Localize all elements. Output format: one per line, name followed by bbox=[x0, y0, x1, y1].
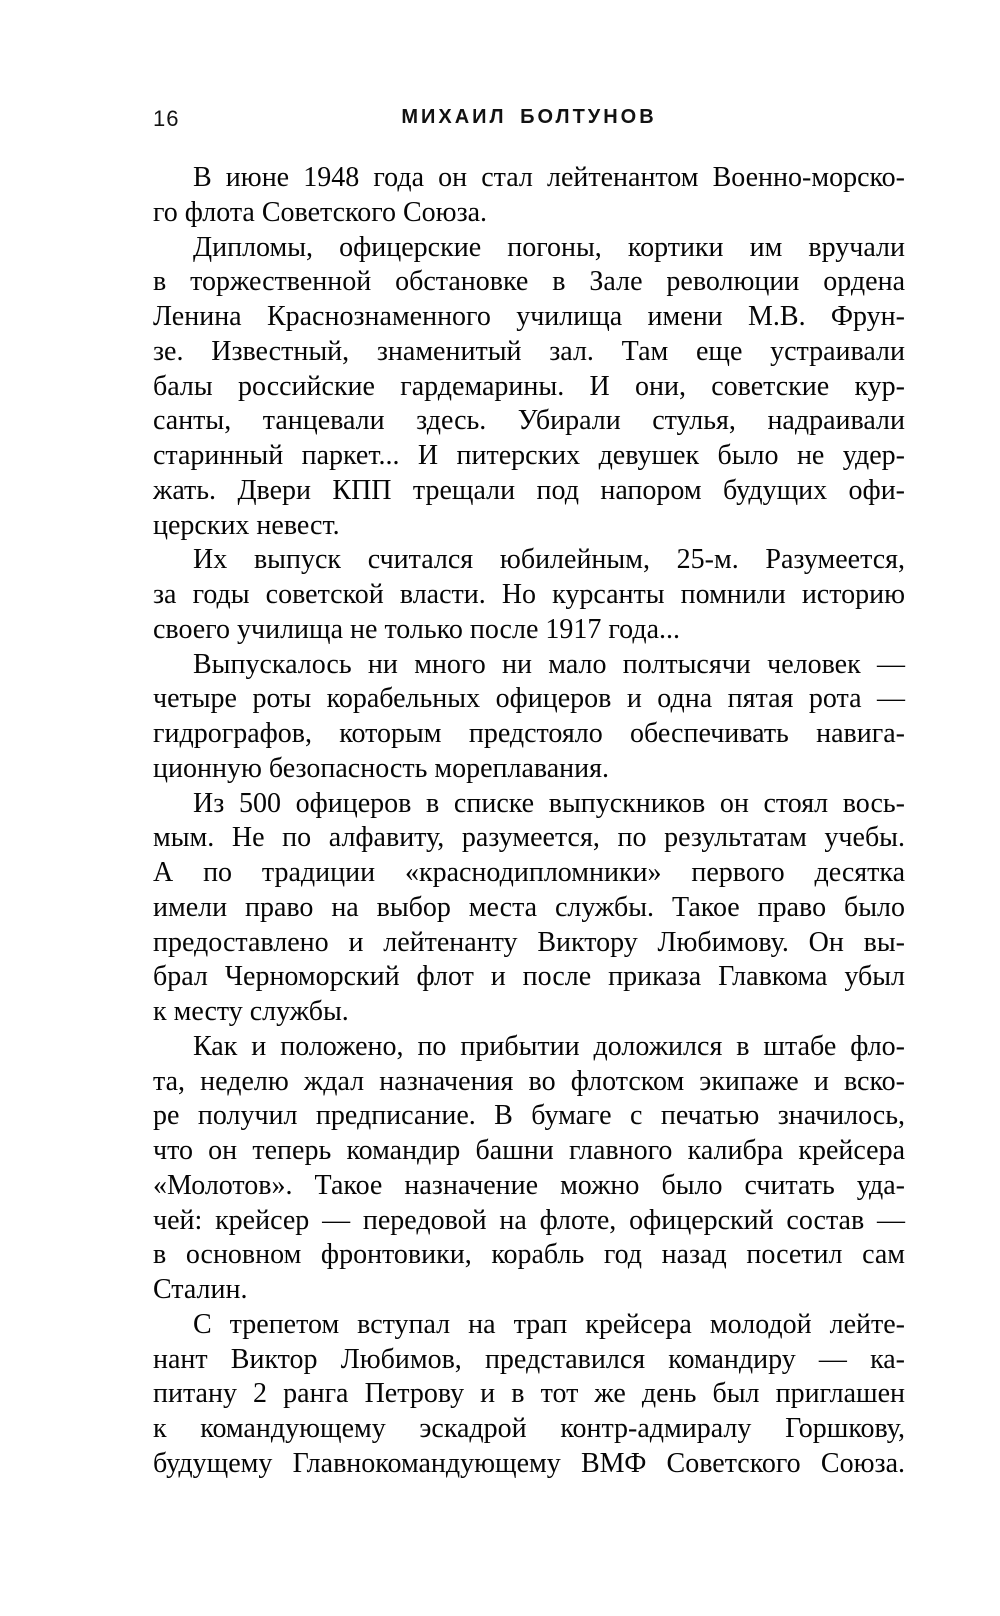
paragraph bbox=[153, 1030, 905, 1308]
text-line: жать. Двери КПП трещали под напором будущих офи- bbox=[153, 474, 905, 506]
paragraph bbox=[153, 161, 905, 231]
text-line: в торжественной обстановке в Зале революции ордена bbox=[153, 266, 905, 298]
text-line: Как и положено, по прибытии доложился в штабе фло- bbox=[193, 1030, 905, 1062]
text-line: чей: крейсер — передовой на флоте, офицерский состав — bbox=[153, 1204, 905, 1236]
text-line: питану 2 ранга Петрову и в тот же день был приглашен bbox=[153, 1378, 905, 1410]
text-line: балы российские гардемарины. И они, советские кур- bbox=[153, 370, 905, 402]
text-line: ре получил предписание. В бумаге с печатью значилось, bbox=[153, 1100, 905, 1132]
text-line: будущему Главнокомандующему ВМФ Советского Союза. bbox=[153, 1447, 905, 1479]
text-line: к командующему эскадрой контр-адмиралу Горшкову, bbox=[153, 1413, 905, 1444]
text-line: четыре роты корабельных офицеров и одна пятая рота — bbox=[153, 683, 905, 715]
text-line: «Молотов». Такое назначение можно было считать уда- bbox=[153, 1169, 905, 1201]
text-line: Выпускалось ни много ни мало полтысячи человек — bbox=[193, 648, 905, 680]
text-line: зе. Известный, знаменитый зал. Там еще устраивали bbox=[153, 335, 905, 367]
paragraph bbox=[153, 1308, 905, 1482]
text-line: что он теперь командир башни главного калибра крейсера bbox=[153, 1135, 905, 1166]
body-text bbox=[153, 161, 905, 1482]
text-line: го флота Советского Союза. bbox=[153, 196, 488, 228]
text-line: своего училища не только после 1917 года... bbox=[153, 613, 681, 645]
text-line: предоставлено и лейтенанту Виктору Любимову. Он вы- bbox=[153, 926, 905, 958]
text-line: С трепетом вступал на трап крейсера молодой лейте- bbox=[193, 1308, 905, 1340]
paragraph bbox=[153, 787, 905, 1030]
text-line: в основном фронтовики, корабль год назад посетил сам bbox=[153, 1239, 905, 1271]
text-line: Из 500 офицеров в списке выпускников он стоял вось- bbox=[193, 787, 905, 819]
text-line: брал Черноморский флот и после приказа Главкома убыл bbox=[153, 961, 905, 993]
text-line: та, неделю ждал назначения во флотском экипаже и вско- bbox=[153, 1065, 905, 1097]
text-line: Сталин. bbox=[153, 1274, 248, 1305]
text-line: В июне 1948 года он стал лейтенантом Военно-морско- bbox=[193, 162, 905, 193]
text-line: Их выпуск считался юбилейным, 25-м. Разумеется, bbox=[193, 544, 905, 576]
text-line: старинный паркет... И питерских девушек было не удер- bbox=[153, 440, 905, 471]
paragraph bbox=[153, 543, 905, 647]
running-head bbox=[153, 106, 905, 130]
text-line: ционную безопасность мореплавания. bbox=[153, 752, 610, 784]
text-line: мым. Не по алфавиту, разумеется, по результатам учебы. bbox=[153, 822, 905, 854]
text-line: гидрографов, которым предстояло обеспечивать навига- bbox=[153, 718, 905, 749]
text-line: нант Виктор Любимов, представился командиру — ка- bbox=[153, 1343, 905, 1375]
text-line: за годы советской власти. Но курсанты помнили историю bbox=[153, 579, 905, 610]
page-number: 16 bbox=[153, 106, 180, 131]
text-line: церских невест. bbox=[153, 509, 340, 541]
text-line: Ленина Краснознаменного училища имени М.В. Фрун- bbox=[153, 301, 905, 332]
paragraph bbox=[153, 648, 905, 787]
text-line: к месту службы. bbox=[153, 996, 349, 1027]
text-line: Дипломы, офицерские погоны, кортики им вручали bbox=[193, 231, 905, 263]
running-title: МИХАИЛ БОЛТУНОВ bbox=[401, 106, 657, 128]
text-line: А по традиции «краснодипломники» первого десятка bbox=[153, 857, 905, 888]
text-line: имели право на выбор места службы. Такое право было bbox=[153, 891, 905, 923]
paragraph bbox=[153, 231, 905, 544]
text-line: санты, танцевали здесь. Убирали стулья, надраивали bbox=[153, 405, 905, 437]
